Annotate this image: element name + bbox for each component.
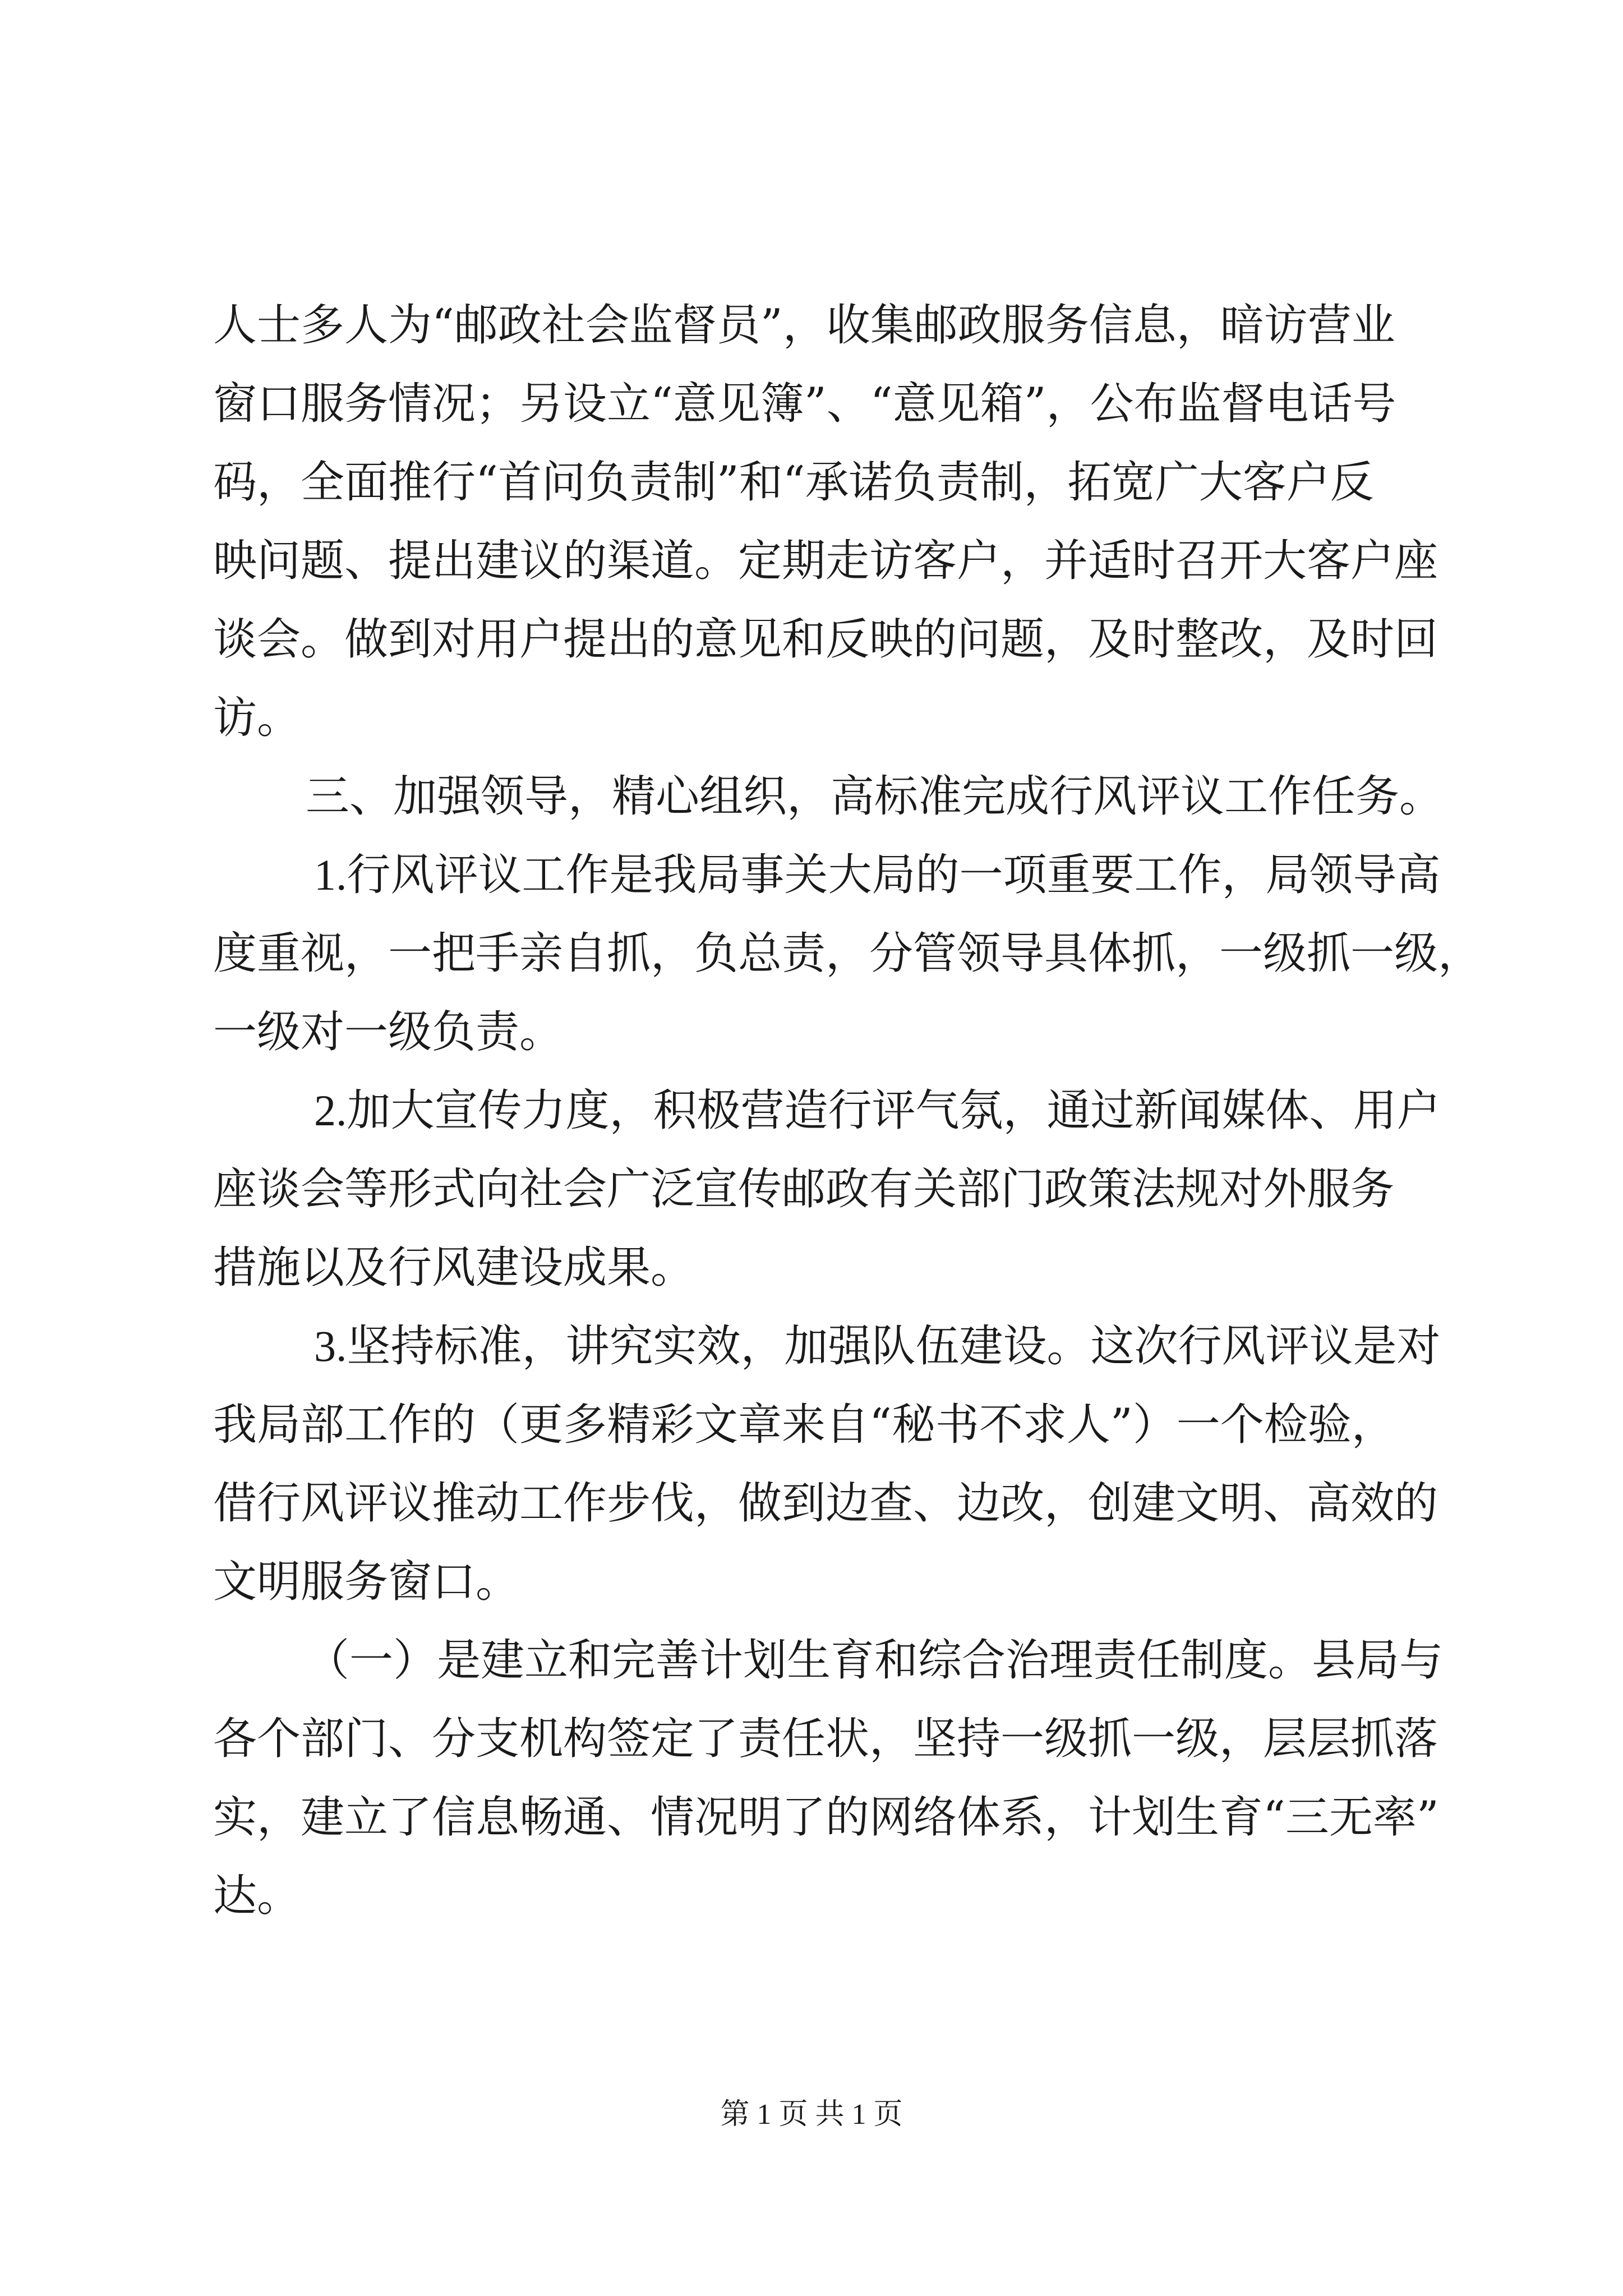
- body-line-3: 码，全面推行“首问负责制”和“承诺负责制，拓宽广大客户反: [213, 457, 1374, 508]
- item-3-line-1: 3.坚持标准，讲究实效，加强队伍建设。这次行风评议是对: [314, 1322, 1441, 1370]
- item-3-line-4: 文明服务窗口。: [213, 1557, 520, 1607]
- subsection-1-line-4: 达。: [213, 1871, 301, 1921]
- item-2-line-1: 2.加大宣传力度，积极营造行评气氛，通过新闻媒体、用户: [314, 1086, 1441, 1135]
- subsection-1-line-2: 各个部门、分支机构签定了责任状，坚持一级抓一级，层层抓落: [213, 1714, 1438, 1764]
- body-line-2: 窗口服务情况；另设立“意见簿”、“意见箱”，公布监督电话号: [213, 379, 1396, 429]
- item-1-line-3: 一级对一级负责。: [213, 1007, 564, 1057]
- body-line-6: 访。: [213, 693, 301, 743]
- item-1-line-2: 度重视，一把手亲自抓，负总责，分管领导具体抓，一级抓一级，: [213, 928, 1482, 979]
- item-2-line-2: 座谈会等形式向社会广泛宣传邮政有关部门政策法规对外服务: [213, 1164, 1395, 1214]
- section-heading-3: 三、加强领导，精心组织，高标准完成行风评议工作任务。: [306, 771, 1444, 822]
- item-3-line-2: 我局部工作的（更多精彩文章来自“秘书不求人”）一个检验，: [213, 1400, 1395, 1450]
- page-number-footer: 第 1 页 共 1 页: [720, 2099, 903, 2131]
- item-3-line-3: 借行风评议推动工作步伐，做到边查、边改，创建文明、高效的: [213, 1478, 1438, 1529]
- subsection-1-line-1: （一）是建立和完善计划生育和综合治理责任制度。县局与: [306, 1635, 1444, 1686]
- item-2-line-3: 措施以及行风建设成果。: [213, 1243, 695, 1293]
- body-line-4: 映问题、提出建议的渠道。定期走访客户，并适时召开大客户座: [213, 536, 1438, 586]
- body-line-5: 谈会。做到对用户提出的意见和反映的问题，及时整改，及时回: [213, 614, 1438, 665]
- subsection-1-line-3: 实，建立了信息畅通、情况明了的网络体系，计划生育“三无率”: [213, 1792, 1439, 1843]
- body-line-1: 人士多人为“邮政社会监督员”，收集邮政服务信息，暗访营业: [213, 300, 1395, 351]
- item-1-line-1: 1.行风评议工作是我局事关大局的一项重要工作，局领导高: [314, 850, 1441, 899]
